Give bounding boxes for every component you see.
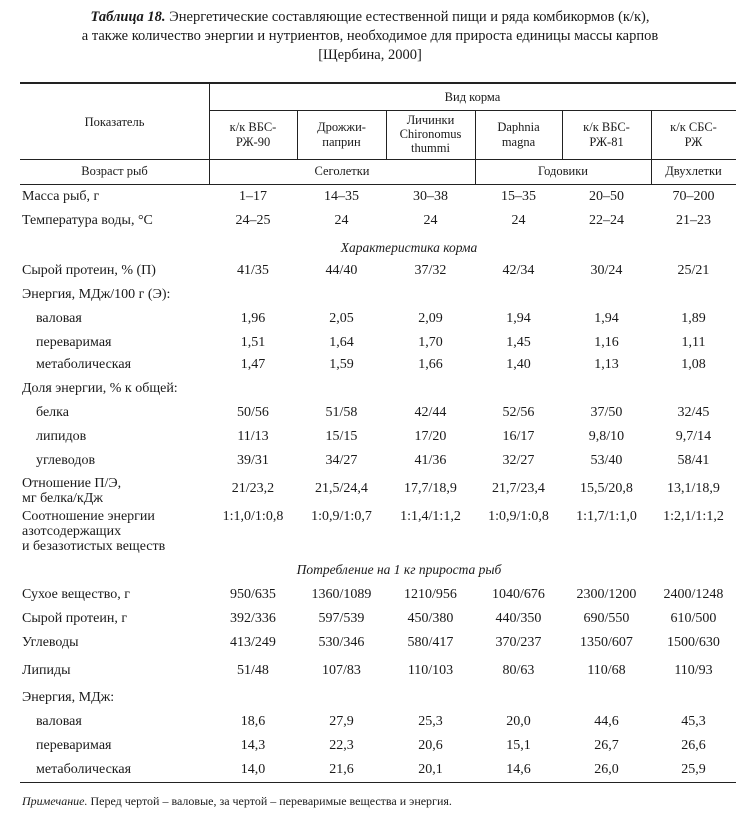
table-cell: 21–23 xyxy=(676,213,711,228)
table-cell: 15,1 xyxy=(506,738,531,753)
table-cell: 34/27 xyxy=(325,453,358,468)
feed-column-header: thummi xyxy=(411,141,450,155)
table-cell: 32/45 xyxy=(677,405,710,420)
feed-column-header: к/к ВБС- xyxy=(583,120,630,134)
row-label: Сухое вещество, г xyxy=(22,587,131,602)
table-cell: 1,96 xyxy=(240,311,266,326)
table-cell: 1350/607 xyxy=(580,635,633,650)
table-cell: 21,7/23,4 xyxy=(492,481,545,496)
table-cell: 32/27 xyxy=(502,453,535,468)
table-cell: 1:1,0/1:0,8 xyxy=(222,509,284,524)
table-cell: 530/346 xyxy=(318,635,365,650)
table-cell: 110/93 xyxy=(674,663,713,678)
table-cell: 15–35 xyxy=(501,189,536,204)
table-cell: 1–17 xyxy=(239,189,267,204)
table-cell: 26,0 xyxy=(594,762,619,777)
table-cell: 50/56 xyxy=(237,405,269,420)
table-cell: 1040/676 xyxy=(492,587,545,602)
table-cell: 21,6 xyxy=(329,762,354,777)
table-cell: 1,94 xyxy=(594,311,619,326)
row-label: метаболическая xyxy=(36,762,132,777)
row-label: Масса рыб, г xyxy=(22,189,100,204)
note-label: Примечание. xyxy=(22,794,88,808)
feed-column-header: Chironomus xyxy=(399,127,462,141)
table-note xyxy=(22,794,452,809)
table-cell: 1,51 xyxy=(240,335,266,350)
row-label: Сырой протеин, г xyxy=(22,611,128,626)
table-cell: 1:1,4/1:1,2 xyxy=(400,509,461,524)
row-label: Соотношение энергии xyxy=(22,509,155,524)
row-label: Углеводы xyxy=(22,635,79,650)
table-bottom-rule xyxy=(20,782,736,783)
row-label: углеводов xyxy=(36,453,96,468)
feed-column-header: паприн xyxy=(322,135,361,149)
feed-column-header: РЖ xyxy=(684,135,703,149)
table-cell: 2,05 xyxy=(329,311,354,326)
table-cell: 37/32 xyxy=(414,263,447,278)
table-cell: 15/15 xyxy=(325,429,358,444)
table-cell: 1,16 xyxy=(594,335,619,350)
table-cell: 30–38 xyxy=(413,189,448,204)
table-cell: 20,0 xyxy=(506,714,531,729)
table-cell: 9,8/10 xyxy=(588,429,625,444)
table-cell: 450/380 xyxy=(407,611,454,626)
table-top-rule xyxy=(20,82,736,84)
table-cell: 42/34 xyxy=(502,263,535,278)
row-label: переваримая xyxy=(36,335,112,350)
table-cell: 24–25 xyxy=(235,213,271,228)
table-cell: 110/103 xyxy=(407,663,454,678)
feed-type-rule xyxy=(209,110,736,111)
caption-line-1: Энергетические составляющие естественной пищи и ряда комбикормов (к/к), xyxy=(169,9,650,25)
table-cell: 51/48 xyxy=(237,663,269,678)
note-text: Перед чертой – валовые, за чертой – переваримые вещества и энергия. xyxy=(90,794,452,808)
table-cell: 9,7/14 xyxy=(675,429,712,444)
table-cell: 39/31 xyxy=(237,453,269,468)
age-dvukhletki: Двухлетки xyxy=(665,164,722,178)
table-cell: 15,5/20,8 xyxy=(580,481,633,496)
table-cell: 17,7/18,9 xyxy=(404,481,457,496)
row-label: мг белка/кДж xyxy=(22,491,103,506)
table-cell: 2,09 xyxy=(418,311,443,326)
feed-column-header: Личинки xyxy=(406,113,455,127)
table-cell: 1,64 xyxy=(329,335,354,350)
row-label: валовая xyxy=(36,714,82,729)
table-cell: 30/24 xyxy=(590,263,623,278)
table-cell: 1:0,9/1:0,7 xyxy=(311,509,372,524)
table-cell: 580/417 xyxy=(407,635,454,650)
feed-column-header: РЖ-90 xyxy=(235,135,271,149)
table-cell: 52/56 xyxy=(502,405,535,420)
table-cell: 950/635 xyxy=(230,587,276,602)
table-caption xyxy=(18,8,722,65)
row-label: Отношение П/Э, xyxy=(22,476,122,491)
table-cell: 21,5/24,4 xyxy=(315,481,368,496)
table-cell: 14,0 xyxy=(240,762,266,777)
row-label: Энергия, МДж/100 г (Э): xyxy=(22,287,171,302)
table-cell: 1,70 xyxy=(418,335,443,350)
row-label: валовая xyxy=(36,311,82,326)
row-label: Липиды xyxy=(22,663,71,678)
feed-type-header: Вид корма xyxy=(444,90,501,104)
table-cell: 440/350 xyxy=(495,611,542,626)
table-cell: 20,1 xyxy=(418,762,443,777)
table-cell: 1,40 xyxy=(506,357,531,372)
age-header: Возраст рыб xyxy=(81,164,148,178)
table-cell: 44/40 xyxy=(325,263,358,278)
table-cell: 14–35 xyxy=(324,189,359,204)
feed-column-header: РЖ-81 xyxy=(589,135,624,149)
table-cell: 1500/630 xyxy=(667,635,720,650)
row-label: и безазотистых веществ xyxy=(22,539,166,554)
table-cell: 37/50 xyxy=(590,405,623,420)
table-cell: 14,3 xyxy=(240,738,266,753)
table-cell: 14,6 xyxy=(506,762,531,777)
table-cell: 16/17 xyxy=(502,429,535,444)
age-godoviki: Годовики xyxy=(538,164,588,178)
row-label: метаболическая xyxy=(36,357,132,372)
table-cell: 41/35 xyxy=(237,263,269,278)
table-cell: 1360/1089 xyxy=(311,587,372,602)
table-cell: 1,45 xyxy=(506,335,531,350)
table-cell: 20–50 xyxy=(589,189,624,204)
row-label: Доля энергии, % к общей: xyxy=(22,381,178,396)
indicator-header: Показатель xyxy=(84,115,145,129)
table-cell: 22,3 xyxy=(329,738,354,753)
feed-column-header: magna xyxy=(501,135,536,149)
table-cell: 1:2,1/1:1,2 xyxy=(663,509,724,524)
table-cell: 1,13 xyxy=(594,357,619,372)
table-cell: 110/68 xyxy=(587,663,626,678)
table-cell: 1,08 xyxy=(681,357,706,372)
table-cell: 1,47 xyxy=(240,357,266,372)
table-cell: 25/21 xyxy=(677,263,710,278)
table-cell: 25,9 xyxy=(681,762,706,777)
table-cell: 690/550 xyxy=(583,611,630,626)
table-cell: 392/336 xyxy=(230,611,276,626)
table-cell: 22–24 xyxy=(589,213,624,228)
table-cell: 70–200 xyxy=(672,189,715,204)
table-cell: 1:0,9/1:0,8 xyxy=(488,509,549,524)
table-cell: 610/500 xyxy=(670,611,717,626)
table-cell: 24 xyxy=(423,213,438,228)
table-cell: 2300/1200 xyxy=(576,587,637,602)
table-cell: 370/237 xyxy=(495,635,542,650)
feed-column-header: Дрожжи- xyxy=(317,120,366,134)
table-cell: 20,6 xyxy=(418,738,443,753)
table-cell: 13,1/18,9 xyxy=(667,481,720,496)
feed-column-header: к/к СБС- xyxy=(670,120,717,134)
table-label: Таблица 18. xyxy=(90,9,166,25)
table-cell: 17/20 xyxy=(414,429,447,444)
row-label: Сырой протеин, % (П) xyxy=(22,263,156,278)
row-label: белка xyxy=(36,405,69,420)
table-cell: 45,3 xyxy=(681,714,706,729)
table-cell: 18,6 xyxy=(240,714,266,729)
table-cell: 25,3 xyxy=(418,714,443,729)
caption-line-3: [Щербина, 2000] xyxy=(318,47,422,63)
caption-line-2: а также количество энергии и нутриентов, необходимое для прироста единицы массы карпов xyxy=(81,28,659,44)
table-cell: 107/83 xyxy=(322,663,361,678)
table-cell: 413/249 xyxy=(230,635,276,650)
row-label: переваримая xyxy=(36,738,112,753)
age-seegoletki: Сеголетки xyxy=(314,164,370,178)
table-cell: 2400/1248 xyxy=(663,587,724,602)
table-cell: 58/41 xyxy=(677,453,710,468)
table-cell: 1:1,7/1:1,0 xyxy=(576,509,637,524)
section-feed-characteristics: Характеристика корма xyxy=(340,240,478,255)
table-cell: 80/63 xyxy=(502,663,535,678)
table-cell: 27,9 xyxy=(329,714,354,729)
table-cell: 53/40 xyxy=(590,453,623,468)
table-cell: 1,66 xyxy=(418,357,443,372)
feed-column-header: Daphnia xyxy=(497,120,540,134)
feed-column-header: к/к ВБС- xyxy=(229,120,277,134)
table-cell: 11/13 xyxy=(237,429,269,444)
table-cell: 1,59 xyxy=(329,357,354,372)
row-label: Энергия, МДж: xyxy=(22,690,115,705)
table-cell: 44,6 xyxy=(594,714,619,729)
table-cell: 1,89 xyxy=(681,311,706,326)
table-cell: 26,7 xyxy=(594,738,619,753)
section-consumption: Потребление на 1 кг прироста рыб xyxy=(296,562,502,577)
table-cell: 1,11 xyxy=(681,335,706,350)
table-cell: 1210/956 xyxy=(404,587,457,602)
header-rule xyxy=(20,159,736,160)
table-cell: 42/44 xyxy=(414,405,447,420)
table-cell: 1,94 xyxy=(506,311,531,326)
table-cell: 24 xyxy=(334,213,349,228)
row-label: азотсодержащих xyxy=(22,524,122,539)
table-cell: 21/23,2 xyxy=(231,481,275,496)
table-cell: 51/58 xyxy=(325,405,358,420)
row-label: Температура воды, °С xyxy=(22,213,153,228)
row-label: липидов xyxy=(36,429,87,444)
table-cell: 597/539 xyxy=(318,611,365,626)
age-rule xyxy=(20,184,736,185)
table-cell: 26,6 xyxy=(681,738,706,753)
table-cell: 24 xyxy=(511,213,526,228)
table-cell: 41/36 xyxy=(414,453,447,468)
